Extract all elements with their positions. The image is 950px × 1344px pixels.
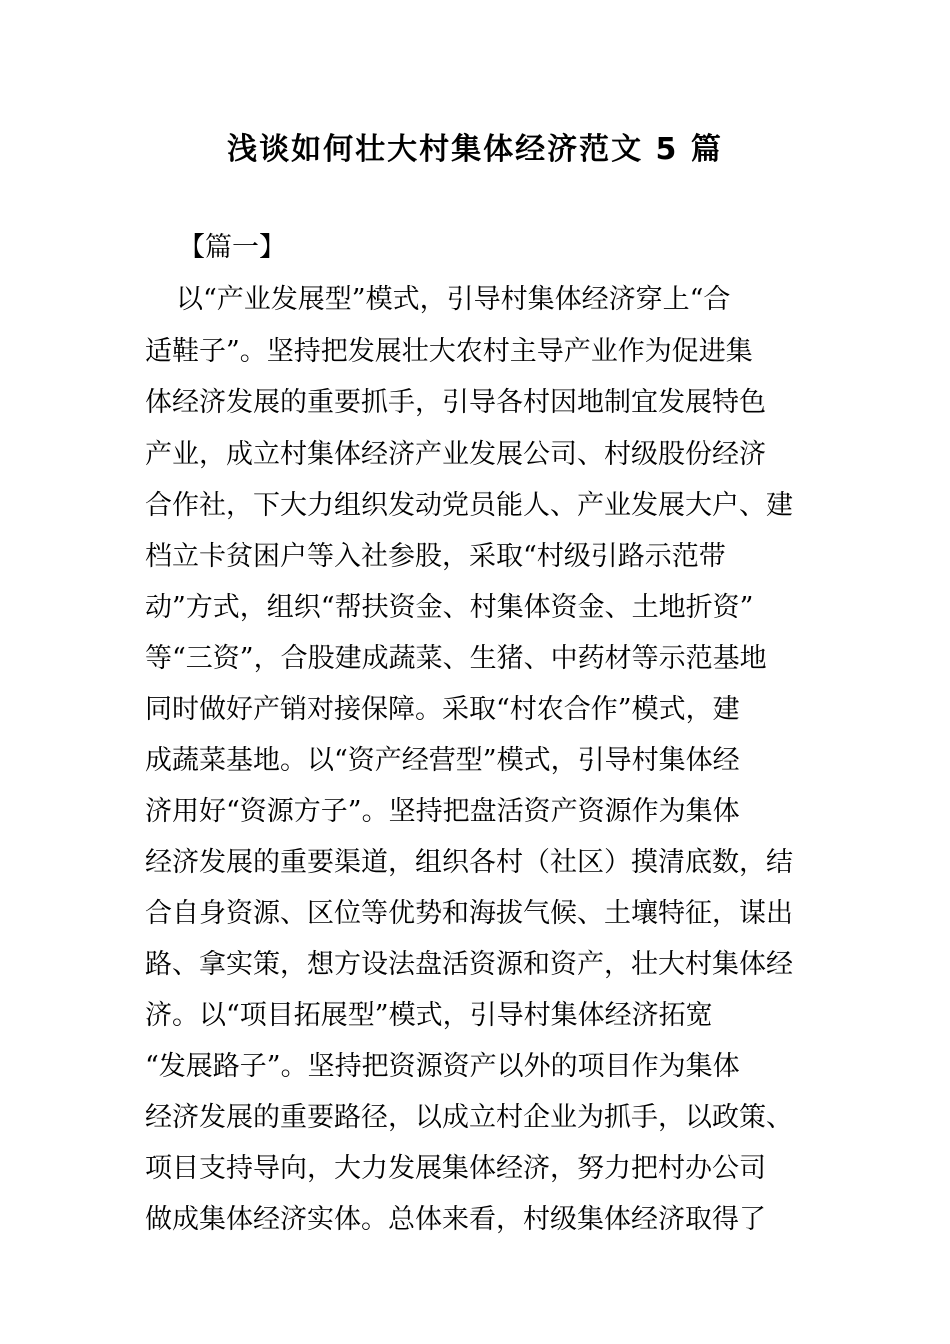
text-line: 成蔬菜基地。以“资产经营型”模式，引导村集体经: [145, 745, 740, 776]
text-line: 等“三资”，合股建成蔬菜、生猪、中药材等示范基地: [145, 643, 767, 674]
text-line: 济用好“资源方子”。坚持把盘活资产资源作为集体: [145, 796, 740, 827]
text-line: 动”方式，组织“帮扶资金、村集体资金、土地折资”: [145, 592, 754, 623]
text-line: 合作社，下大力组织发动党员能人、产业发展大户、建: [145, 490, 793, 521]
section-label: 【篇一】: [178, 232, 286, 263]
text-line: 经济发展的重要路径，以成立村企业为抓手，以政策、: [145, 1102, 793, 1133]
text-line: “发展路子”。坚持把资源资产以外的项目作为集体: [145, 1051, 740, 1082]
text-line: 经济发展的重要渠道，组织各村（社区）摸清底数，结: [145, 847, 793, 878]
text-line: 济。以“项目拓展型”模式，引导村集体经济拓宽: [145, 1000, 713, 1031]
text-line: 档立卡贫困户等入社参股，采取“村级引路示范带: [145, 541, 726, 572]
text-line: 项目支持导向，大力发展集体经济，努力把村办公司: [145, 1153, 766, 1184]
text-line: 同时做好产销对接保障。采取“村农合作”模式，建: [145, 694, 740, 725]
text-line: 做成集体经济实体。总体来看，村级集体经济取得了: [145, 1204, 766, 1235]
text-line: 以“产业发展型”模式，引导村集体经济穿上“合: [176, 284, 731, 315]
text-line: 体经济发展的重要抓手，引导各村因地制宜发展特色: [145, 387, 766, 418]
text-line: 路、拿实策，想方设法盘活资源和资产，壮大村集体经: [145, 949, 793, 980]
document-title: 浅谈如何壮大村集体经济范文 5 篇: [227, 132, 723, 167]
text-line: 适鞋子”。坚持把发展壮大农村主导产业作为促进集: [145, 336, 753, 367]
text-line: 合自身资源、区位等优势和海拔气候、土壤特征，谋出: [145, 898, 793, 929]
text-line: 产业，成立村集体经济产业发展公司、村级股份经济: [145, 439, 766, 470]
